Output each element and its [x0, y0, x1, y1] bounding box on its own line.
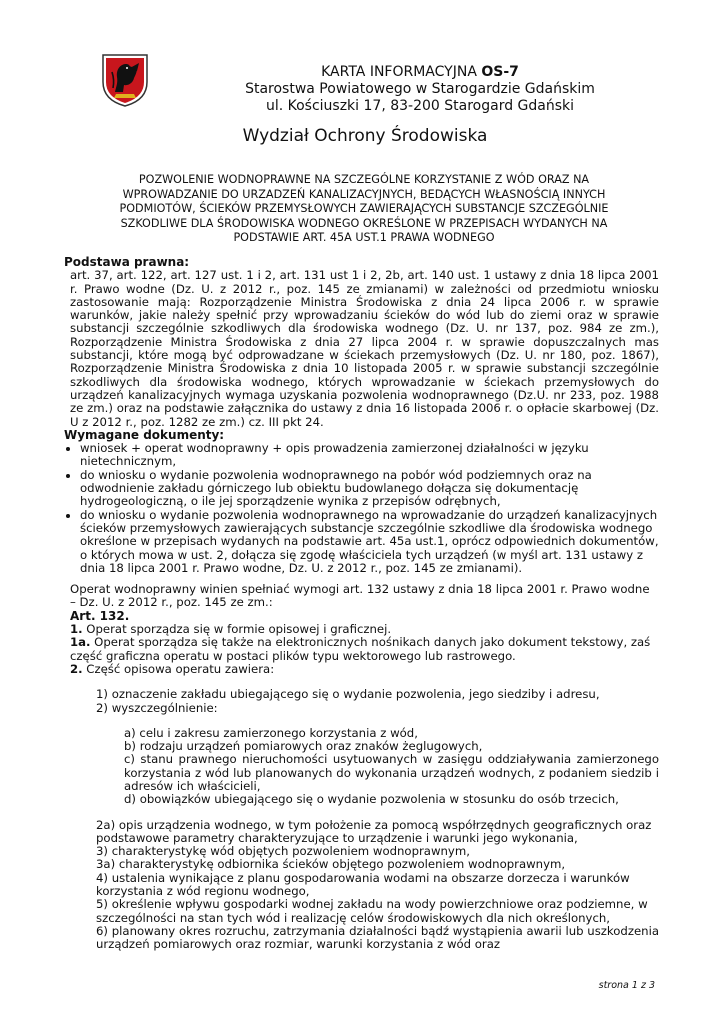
paragraph-number: 2. [70, 661, 83, 676]
office-name: Starostwa Powiatowego w Starogardzie Gdańskim [245, 81, 595, 97]
required-docs-heading: Wymagane dokumenty: [64, 427, 225, 442]
list-item: c) stanu prawnego nieruchomości usytuowanych w zasięgu oddziaływania zamierzonego korzystania z wód lub planowanych do wykonania urządzeń wodnych, z podaniem siedzib i adresów ich właścicieli, [124, 752, 659, 793]
subject-line: WPROWADZANIE DO URZADZEŃ KANALIZACYJNYCH, BEDĄCYCH WŁASNOŚCIĄ INNYCH [122, 187, 606, 201]
list-item: d) obowiązków ubiegającego się o wydanie pozwolenia w stosunku do osób trzecich, [124, 792, 619, 807]
list-item: 4) ustalenia wynikające z planu gospodarowania wodami na obszarze dorzecza i warunków korzystania z wód regionu wodnego, [96, 870, 630, 899]
card-title [200, 64, 640, 81]
list-item: 1) oznaczenie zakładu ubiegającego się o wydanie pozwolenia, jego siedziby i adresu, [96, 687, 600, 702]
subject-line: POZWOLENIE WODNOPRAWNE NA SZCZEGÓLNE KORZYSTANIE Z WÓD ORAZ NA [138, 173, 590, 186]
card-code: OS-7 [481, 64, 519, 80]
subject-line: PODMIOTÓW, ŚCIEKÓW PRZEMYSŁOWYCH ZAWIERAJĄCYCH SUBSTANCJE SZCZEGÓLNIE [119, 202, 609, 215]
coat-of-arms-logo [100, 52, 150, 108]
list-item: 5) określenie wpływu gospodarki wodnej zakładu na wody powierzchniowe oraz podziemne, w szczególności na stan tych wód i realizację celów środowiskowych dla nich określonych, [96, 897, 648, 925]
list-item: 6) planowany okres rozruchu, zatrzymania działalności bądź wystąpienia awarii lub uszkodzenia urządzeń pomiarowych oraz rozmiar, warunki korzystania z wód oraz [96, 923, 659, 952]
article-paragraph-1 [64, 623, 659, 636]
document-body [64, 256, 659, 952]
legal-basis-heading: Podstawa prawna: [64, 255, 190, 269]
paragraph-text: Operat sporządza się także na elektronicznych nośnikach danych jako dokument tekstowy, zaś część graficzna operatu w postaci plików typu wektorowego lub rastrowego. [70, 635, 651, 663]
subject-line: PODSTAWIE ART. 45A UST.1 PRAWA WODNEGO [233, 231, 495, 244]
header-block [200, 64, 640, 115]
list-item: b) rodzaju urządzeń pomiarowych oraz znaków żeglugowych, [124, 739, 483, 754]
list-item: 2a) opis urządzenia wodnego, w tym położenie za pomocą współrzędnych geograficznych oraz podstawowe parametry charakteryzujące to urządzenie i warunki jego wykonania, [96, 817, 652, 845]
list-item: 2) wyszczególnienie: [96, 700, 218, 715]
article-paragraph-2 [64, 663, 659, 676]
office-address: ul. Kościuszki 17, 83-200 Starogard Gdański [265, 98, 575, 114]
list-item: a) celu i zakresu zamierzonego korzystania z wód, [124, 725, 418, 740]
department-title: Wydział Ochrony Środowiska [242, 126, 488, 146]
page-number: strona 1 z 3 [598, 980, 655, 991]
paragraph-text: Część opisowa operatu zawiera: [82, 661, 275, 676]
spacer [64, 715, 659, 727]
paragraph-text: Operat sporządza się w formie opisowej i graficznej. [82, 622, 392, 637]
list-item: 3a) charakterystykę odbiornika ścieków objętego pozwoleniem wodnoprawnym, [96, 857, 566, 872]
article-heading: Art. 132. [70, 608, 130, 623]
legal-basis-text: art. 37, art. 122, art. 127 ust. 1 i 2, art. 131 ust 1 i 2, 2b, art. 140 ust. 1 ustawy z dnia 18 lipca 2001 r. Prawo wodne (Dz. U. z 2012 r., poz. 145 ze zmianami) w zależności od przedmiotu wniosku zastosowanie mają: Rozporządzenie Ministra Środowiska z dnia 24 lipca 2006 r. w sprawie warunków, jakie należy spełnić przy wprowadzaniu ścieków do wód lub do ziemi oraz w sprawie substancji szczególnie szkodliwych dla środowiska wodnego (Dz. U. nr 137, poz. 984 ze zm.), Rozporządzenie Ministra Środowiska z dnia 27 lipca 2004 r. w sprawie dopuszczalnych mas substancji, które mogą być odprowadzane w ściekach przemysłowych (Dz. U. nr 180, poz. 1867), Rozporządzenie Ministra Środowiska z dnia 10 listopada 2005 r. w sprawie substancji szczególnie szkodliwych dla środowiska wodnego, których wprowadzanie w ściekach przemysłowych do urządzeń kanalizacyjnych wymaga uzyskania pozwolenia wodnoprawnego (Dz.U. nr 233, poz. 1988 ze zm.) oraz na podstawie załącznika do ustawy z dnia 16 listopada 2006 r. o opłacie skarbowej (Dz. U z 2012 r., poz. 1282 ze zm.) cz. III pkt 24. [70, 268, 659, 429]
operat-intro: Operat wodnoprawny winien spełniać wymogi art. 132 ustawy z dnia 18 lipca 2001 r. Prawo wodne – Dz. U. z 2012 r., poz. 145 ze zm.: [70, 582, 650, 610]
spacer [64, 807, 659, 819]
subject-line: SZKODLIWE DLA ŚRODOWISKA WODNEGO OKREŚLONE W PRZEPISACH WYDANYCH NA [120, 216, 608, 230]
list-item: 3) charakterystykę wód objętych pozwoleniem wodnoprawnym, [96, 844, 470, 859]
list-item: • do wniosku o wydanie pozwolenia wodnoprawnego na pobór wód podziemnych oraz na odwodnienie zakładu górniczego lub obiektu budowlanego dołącza się dokumentację hydrogeologiczną, o ile jej sporządzenie wynika z przepisów odrębnych, [80, 469, 659, 509]
card-title-prefix: KARTA INFORMACYJNA [321, 64, 482, 80]
subject-heading [84, 173, 644, 246]
paragraph-number: 1a. [70, 635, 91, 650]
list-item: • wniosek + operat wodnoprawny + opis prowadzenia zamierzonej działalności w języku nietechnicznym, [80, 442, 659, 469]
list-item: • do wniosku o wydanie pozwolenia wodnoprawnego na wprowadzanie do urządzeń kanalizacyjnych ścieków przemysłowych zawierających substancje szczególnie szkodliwe dla środowiska wodnego określone w przepisach wydanych na podstawie art. 45a ust.1, oprócz odpowiednich dokumentów, o których mowa w ust. 2, dołącza się zgodę właściciela tych urządzeń (w myśl art. 131 ustawy z dnia 18 lipca 2001 r. Prawo wodne, Dz. U. z 2012 r., poz. 145 ze zmianami). [80, 509, 659, 575]
required-docs-list [64, 442, 659, 575]
griffin-crest-icon [100, 52, 150, 108]
article-paragraph-1a [64, 636, 659, 663]
paragraph-number: 1. [70, 622, 83, 637]
